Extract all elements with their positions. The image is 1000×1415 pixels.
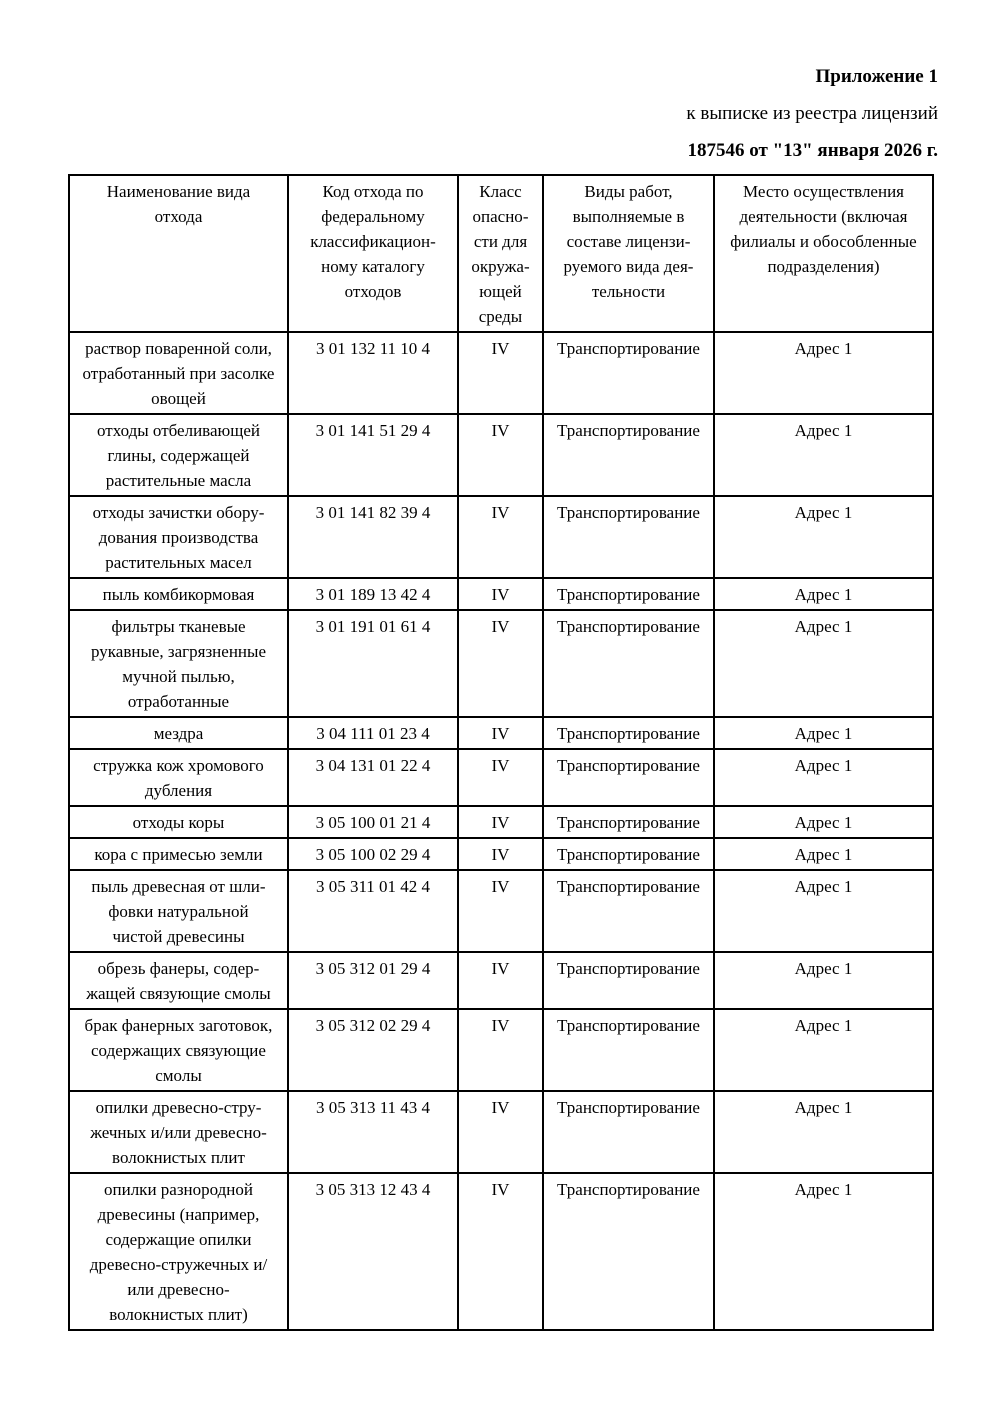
- cell-hazard-class: IV: [458, 806, 543, 838]
- cell-waste-code: 3 05 313 11 43 4: [288, 1091, 458, 1173]
- cell-work-types: Транспортирование: [543, 870, 714, 952]
- cell-waste-code: 3 05 312 02 29 4: [288, 1009, 458, 1091]
- cell-waste-name: стружка кож хромового дубления: [69, 749, 288, 806]
- cell-waste-name: пыль комбикормовая: [69, 578, 288, 610]
- table-row: [69, 749, 933, 806]
- column-header-place: Место осуществления деятельности (включая филиалы и обособленные подразделения): [714, 175, 933, 332]
- cell-hazard-class: IV: [458, 1009, 543, 1091]
- cell-waste-code: 3 01 191 01 61 4: [288, 610, 458, 717]
- table-row: [69, 414, 933, 496]
- cell-place: Адрес 1: [714, 717, 933, 749]
- cell-waste-name: обрезь фанеры, содержащей связующие смолы: [69, 952, 288, 1009]
- cell-hazard-class: IV: [458, 749, 543, 806]
- table-row: [69, 332, 933, 414]
- cell-waste-code: 3 01 141 51 29 4: [288, 414, 458, 496]
- table-header: [69, 175, 933, 332]
- cell-waste-name: мездра: [69, 717, 288, 749]
- cell-place: Адрес 1: [714, 1091, 933, 1173]
- cell-place: Адрес 1: [714, 806, 933, 838]
- cell-place: Адрес 1: [714, 1009, 933, 1091]
- cell-waste-code: 3 01 132 11 10 4: [288, 332, 458, 414]
- cell-work-types: Транспортирование: [543, 749, 714, 806]
- cell-waste-name: брак фанерных заготовок, содержащих связующие смолы: [69, 1009, 288, 1091]
- cell-waste-name: фильтры тканевые рукавные, загрязненные мучной пылью, отработанные: [69, 610, 288, 717]
- cell-work-types: Транспортирование: [543, 717, 714, 749]
- cell-work-types: Транспортирование: [543, 952, 714, 1009]
- cell-place: Адрес 1: [714, 749, 933, 806]
- table-row: [69, 1009, 933, 1091]
- table-row: [69, 838, 933, 870]
- cell-work-types: Транспортирование: [543, 414, 714, 496]
- cell-place: Адрес 1: [714, 1173, 933, 1330]
- column-header-waste-name: Наименование вида отхода: [69, 175, 288, 332]
- cell-waste-name: раствор поваренной соли, отработанный при засолке овощей: [69, 332, 288, 414]
- table-body: [69, 332, 933, 1330]
- cell-work-types: Транспортирование: [543, 332, 714, 414]
- table-row: [69, 610, 933, 717]
- cell-hazard-class: IV: [458, 870, 543, 952]
- cell-waste-code: 3 01 189 13 42 4: [288, 578, 458, 610]
- table-row: [69, 717, 933, 749]
- cell-hazard-class: IV: [458, 610, 543, 717]
- cell-work-types: Транспортирование: [543, 1091, 714, 1173]
- column-header-waste-code: Код отхода по федеральному классификационному каталогу отходов: [288, 175, 458, 332]
- cell-place: Адрес 1: [714, 952, 933, 1009]
- cell-hazard-class: IV: [458, 1091, 543, 1173]
- cell-waste-code: 3 01 141 82 39 4: [288, 496, 458, 578]
- cell-hazard-class: IV: [458, 578, 543, 610]
- header-row: [69, 175, 933, 332]
- cell-waste-code: 3 05 311 01 42 4: [288, 870, 458, 952]
- cell-waste-code: 3 04 111 01 23 4: [288, 717, 458, 749]
- cell-work-types: Транспортирование: [543, 610, 714, 717]
- cell-place: Адрес 1: [714, 414, 933, 496]
- appendix-title: Приложение 1: [815, 66, 938, 87]
- cell-waste-code: 3 05 100 02 29 4: [288, 838, 458, 870]
- cell-waste-name: отходы отбеливающей глины, содержащей растительные масла: [69, 414, 288, 496]
- cell-waste-code: 3 05 100 01 21 4: [288, 806, 458, 838]
- column-header-hazard-class: Класс опасности для окружающей среды: [458, 175, 543, 332]
- cell-hazard-class: IV: [458, 1173, 543, 1330]
- cell-hazard-class: IV: [458, 496, 543, 578]
- cell-work-types: Транспортирование: [543, 806, 714, 838]
- column-header-work-types: Виды работ, выполняемые в составе лицензируемого вида деятельности: [543, 175, 714, 332]
- cell-waste-code: 3 05 313 12 43 4: [288, 1173, 458, 1330]
- cell-waste-name: отходы коры: [69, 806, 288, 838]
- cell-waste-name: пыль древесная от шлифовки натуральной чистой древесины: [69, 870, 288, 952]
- cell-place: Адрес 1: [714, 838, 933, 870]
- cell-work-types: Транспортирование: [543, 1009, 714, 1091]
- cell-waste-name: кора с примесью земли: [69, 838, 288, 870]
- cell-hazard-class: IV: [458, 952, 543, 1009]
- cell-waste-name: отходы зачистки оборудования производства растительных масел: [69, 496, 288, 578]
- cell-waste-name: опилки разнородной древесины (например, содержащие опилки древесно-стружечных и/или древесно-волокнистых плит): [69, 1173, 288, 1330]
- table-row: [69, 952, 933, 1009]
- cell-work-types: Транспортирование: [543, 496, 714, 578]
- table-row: [69, 496, 933, 578]
- cell-hazard-class: IV: [458, 332, 543, 414]
- document-header: [0, 0, 1000, 169]
- cell-waste-code: 3 05 312 01 29 4: [288, 952, 458, 1009]
- table-row: [69, 578, 933, 610]
- cell-waste-code: 3 04 131 01 22 4: [288, 749, 458, 806]
- cell-work-types: Транспортирование: [543, 1173, 714, 1330]
- cell-place: Адрес 1: [714, 496, 933, 578]
- cell-place: Адрес 1: [714, 610, 933, 717]
- cell-place: Адрес 1: [714, 870, 933, 952]
- cell-work-types: Транспортирование: [543, 838, 714, 870]
- waste-license-table: [68, 174, 934, 1331]
- appendix-subtitle: к выписке из реестра лицензий: [686, 103, 938, 124]
- cell-hazard-class: IV: [458, 414, 543, 496]
- cell-place: Адрес 1: [714, 578, 933, 610]
- table-row: [69, 1091, 933, 1173]
- table-row: [69, 870, 933, 952]
- license-number-line: 187546 от "13" января 2026 г.: [687, 140, 938, 161]
- cell-waste-name: опилки древесно-стружечных и/или древесно-волокнистых плит: [69, 1091, 288, 1173]
- cell-hazard-class: IV: [458, 717, 543, 749]
- table-row: [69, 1173, 933, 1330]
- cell-place: Адрес 1: [714, 332, 933, 414]
- cell-work-types: Транспортирование: [543, 578, 714, 610]
- cell-hazard-class: IV: [458, 838, 543, 870]
- table-row: [69, 806, 933, 838]
